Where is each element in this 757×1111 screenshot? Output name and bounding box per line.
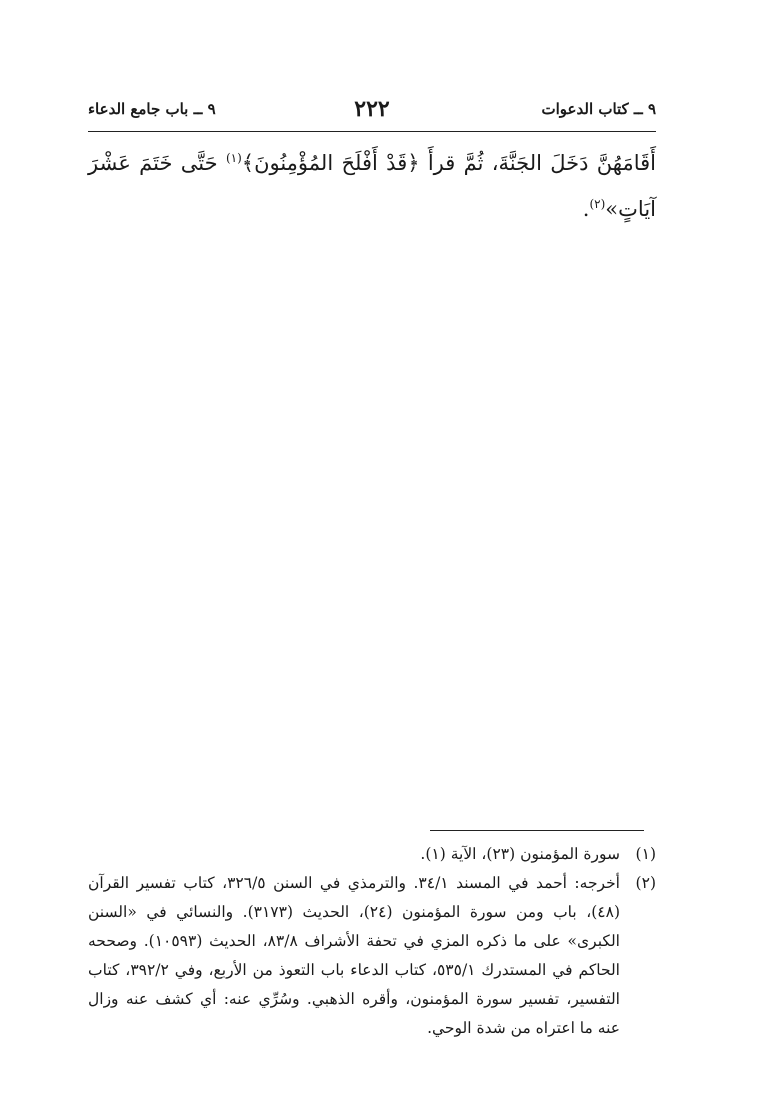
footnotes xyxy=(88,840,656,1043)
header-divider xyxy=(88,131,656,132)
main-text-part1: أَقَامَهُنَّ دَخَلَ الجَنَّةَ، ثُمَّ قرأَ ﴿قَدْ أَفْلَحَ المُؤْمِنُونَ﴾ xyxy=(241,151,656,175)
footnote-ref-1: (١) xyxy=(225,151,242,165)
footnote-text: أخرجه: أحمد في المسند ٣٤/١. والترمذي في السنن ٣٢٦/٥، كتاب تفسير القرآن (٤٨)، باب ومن سورة المؤمنون (٢٤)، الحديث (٣١٧٣). والنسائي في «السنن الكبرى» على ما ذكره المزي في تحفة الأشراف ٨٣/٨، الحديث (١٠٥٩٣). وصححه الحاكم في المستدرك ٥٣٥/١، كتاب الدعاء باب التعوذ من الأربع، وفي ٣٩٢/٢، كتاب التفسير، تفسير سورة المؤمنون، وأقره الذهبي. وسُرِّي عنه: أي كشف عنه وزال عنه ما اعتراه من شدة الوحي. xyxy=(88,874,621,1037)
footnote-number: (١) xyxy=(635,845,656,863)
footnote-divider xyxy=(430,830,644,831)
header-chapter-title: ٩ ــ باب جامع الدعاء xyxy=(88,100,216,118)
main-text-end: . xyxy=(582,197,590,221)
footnote-item xyxy=(88,840,656,869)
page-number: ٢٢٢ xyxy=(354,96,390,122)
main-text xyxy=(88,140,656,232)
main-text-part2: حَتَّى خَتَمَ عَشْرَ آيَاتٍ» xyxy=(88,151,656,221)
footnote-number: (٢) xyxy=(635,874,656,892)
footnote-ref-2: (٢) xyxy=(589,197,606,211)
header-book-title: ٩ ــ كتاب الدعوات xyxy=(541,100,656,118)
footnote-text: سورة المؤمنون (٢٣)، الآية (١). xyxy=(420,845,620,863)
footnote-item xyxy=(88,869,656,1043)
running-header xyxy=(88,96,656,130)
